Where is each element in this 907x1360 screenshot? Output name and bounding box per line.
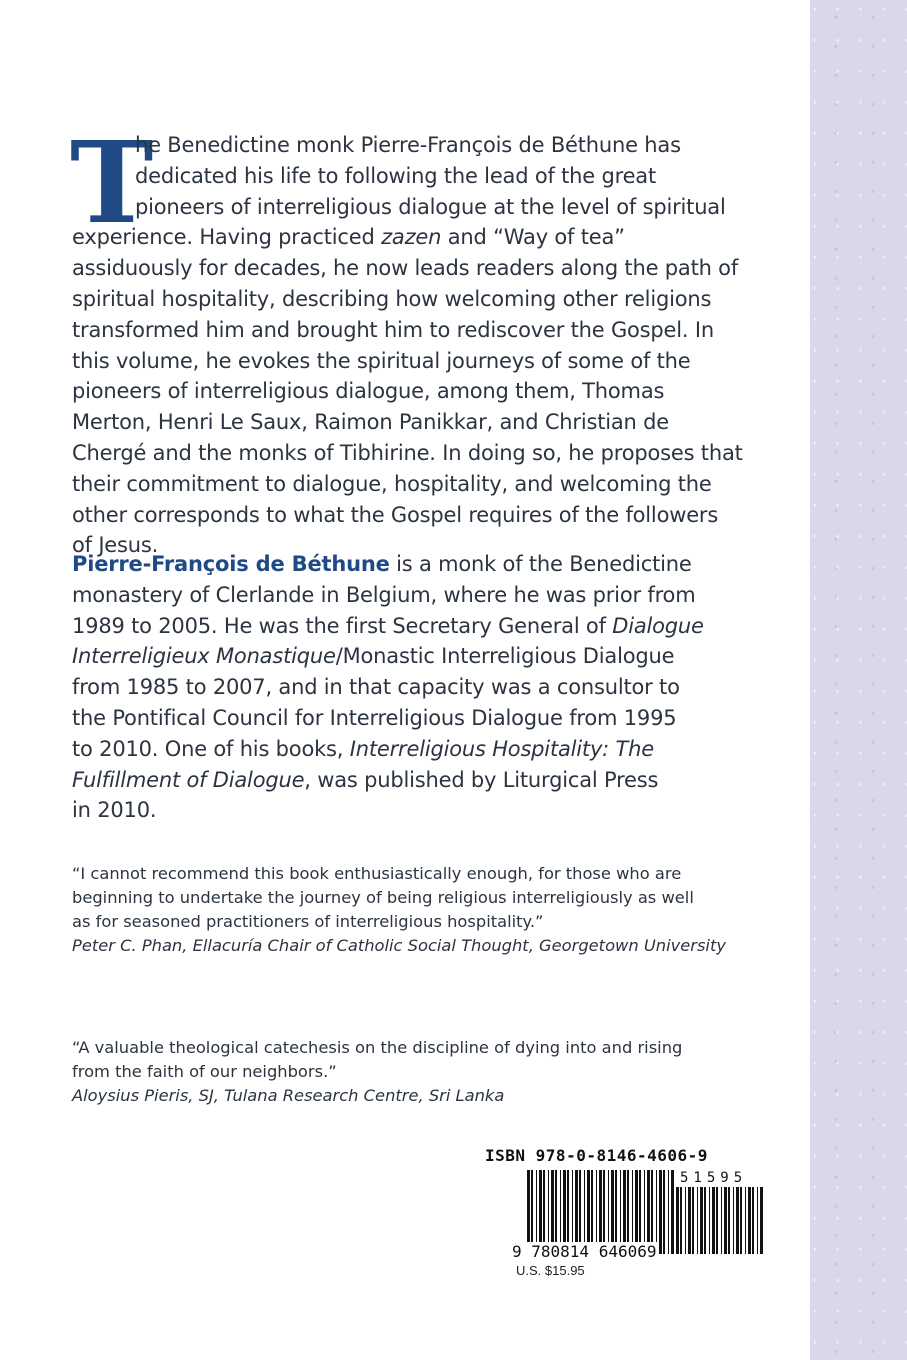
text-segment: Fulfillment of Dialogue: [72, 767, 305, 792]
endorsement-1: [72, 862, 726, 958]
barcode-bar: [736, 1187, 739, 1254]
text-line: [72, 1084, 682, 1108]
text-segment: Peter C. Phan, Ellacuría Chair of Catholic Social Thought, Georgetown University: [72, 936, 726, 955]
text-line: [72, 734, 704, 765]
text-segment: other corresponds to what the Gospel requires of the followers: [72, 502, 719, 527]
text-segment: of Jesus.: [72, 533, 159, 558]
author-bio-paragraph: [72, 549, 704, 826]
barcode-bar: [704, 1187, 706, 1254]
text-segment: Aloysius Pieris, SJ, Tulana Research Centre, Sri Lanka: [72, 1086, 505, 1105]
endorsement-2: [72, 1036, 682, 1108]
barcode-bar: [721, 1187, 722, 1254]
barcode-bar: [663, 1170, 665, 1254]
cover-side-strip: [810, 0, 907, 1360]
description-paragraph: [70, 118, 743, 561]
text-line: [72, 795, 704, 826]
text-segment: Chergé and the monks of Tibhirine. In doing so, he proposes that: [72, 440, 743, 465]
barcode-bar: [757, 1187, 758, 1254]
text-segment: to 2010. One of his books,: [72, 736, 350, 761]
text-line: [72, 161, 743, 192]
barcode-bar: [728, 1187, 730, 1254]
text-line: [72, 315, 743, 346]
text-segment: and “Way of tea”: [441, 225, 625, 250]
barcode-bar: [668, 1170, 669, 1254]
text-line: [72, 1060, 682, 1084]
barcode-bar: [697, 1187, 698, 1254]
text-line: [72, 611, 704, 642]
text-segment: pioneers of interreligious dialogue at the level of spiritual: [135, 194, 726, 219]
text-segment: monastery of Clerlande in Belgium, where he was prior from: [72, 582, 696, 607]
text-line: [72, 862, 726, 886]
text-segment: 1989 to 2005. He was the first Secretary General of: [72, 613, 613, 638]
barcode-bar: [709, 1187, 710, 1254]
text-segment: from 1985 to 2007, and in that capacity was a consultor to: [72, 675, 680, 700]
text-line: [72, 192, 743, 223]
text-line: [72, 346, 743, 377]
text-segment: , was published by Liturgical Press: [304, 767, 659, 792]
text-segment: in 2010.: [72, 798, 157, 823]
barcode-bar: [659, 1170, 662, 1254]
text-line: [72, 500, 743, 531]
barcode-bar: [748, 1187, 751, 1254]
text-line: [72, 580, 704, 611]
text-line: [72, 672, 704, 703]
barcode-bar: [745, 1187, 746, 1254]
price: U.S. $15.95: [516, 1263, 585, 1278]
text-segment: from the faith of our neighbors.”: [72, 1062, 337, 1081]
text-line: [72, 910, 726, 934]
text-segment: Pierre-François de Béthune: [72, 552, 390, 576]
text-segment: Merton, Henri Le Saux, Raimon Panikkar, and Christian de: [72, 410, 669, 435]
text-segment: the Pontifical Council for Interreligious Dialogue from 1995: [72, 705, 677, 730]
text-segment: dedicated his life to following the lead of the great: [135, 163, 656, 188]
text-line: [72, 1036, 682, 1060]
text-segment: as for seasoned practitioners of interreligious hospitality.”: [72, 912, 544, 931]
text-line: [72, 253, 743, 284]
text-segment: beginning to undertake the journey of being religious interreligiously as well: [72, 888, 694, 907]
text-line: [72, 765, 704, 796]
text-segment: pioneers of interreligious dialogue, among them, Thomas: [72, 379, 665, 404]
barcode-bar: [712, 1187, 715, 1254]
text-line: [72, 469, 743, 500]
text-segment: “I cannot recommend this book enthusiastically enough, for those who are: [72, 864, 682, 883]
barcode-bar: [671, 1170, 674, 1254]
text-line: [72, 438, 743, 469]
drop-cap: T: [70, 118, 154, 249]
text-segment: Interreligieux Monastique: [72, 644, 336, 669]
barcode-bar: [676, 1187, 679, 1254]
text-line: [72, 641, 704, 672]
text-line: [72, 934, 726, 958]
barcode-bar: [740, 1187, 742, 1254]
barcode-bar: [760, 1187, 763, 1254]
text-segment: assiduously for decades, he now leads readers along the path of: [72, 256, 739, 281]
barcode-bar: [724, 1187, 727, 1254]
barcode-bar: [700, 1187, 703, 1254]
text-segment: he Benedictine monk Pierre-François de Béthune has: [135, 133, 681, 157]
text-line: [72, 407, 743, 438]
text-segment: experience. Having practiced: [72, 225, 382, 250]
text-segment: “A valuable theological catechesis on the discipline of dying into and rising: [72, 1038, 683, 1057]
ean-number: 9 780814 646069: [512, 1242, 657, 1261]
text-line: [72, 549, 704, 580]
text-segment: is a monk of the Benedictine: [389, 552, 692, 576]
text-segment: Dialogue: [612, 613, 704, 638]
text-line: [72, 222, 743, 253]
text-segment: their commitment to dialogue, hospitality, and welcoming the: [72, 471, 712, 496]
text-segment: zazen: [381, 225, 442, 250]
text-segment: transformed him and brought him to rediscover the Gospel. In: [72, 317, 714, 342]
text-segment: this volume, he evokes the spiritual journeys of some of the: [72, 348, 691, 373]
barcode-bar: [685, 1187, 686, 1254]
barcode-bar: [692, 1187, 694, 1254]
text-line: [72, 886, 726, 910]
barcode-bar: [716, 1187, 718, 1254]
text-segment: spiritual hospitality, describing how welcoming other religions: [72, 286, 712, 311]
barcode-bar: [688, 1187, 691, 1254]
barcode-bar: [752, 1187, 754, 1254]
text-segment: /Monastic Interreligious Dialogue: [335, 644, 675, 669]
text-line: [72, 703, 704, 734]
isbn-text: ISBN 978-0-8146-4606-9: [485, 1146, 708, 1165]
barcode-bar: [680, 1187, 682, 1254]
text-segment: Interreligious Hospitality: The: [349, 736, 654, 761]
text-line: [72, 284, 743, 315]
barcode-bar: [733, 1187, 734, 1254]
text-line: [72, 130, 743, 161]
barcode-addon-number: 51595: [680, 1170, 748, 1186]
text-line: [72, 376, 743, 407]
barcode-addon: [676, 1187, 766, 1254]
